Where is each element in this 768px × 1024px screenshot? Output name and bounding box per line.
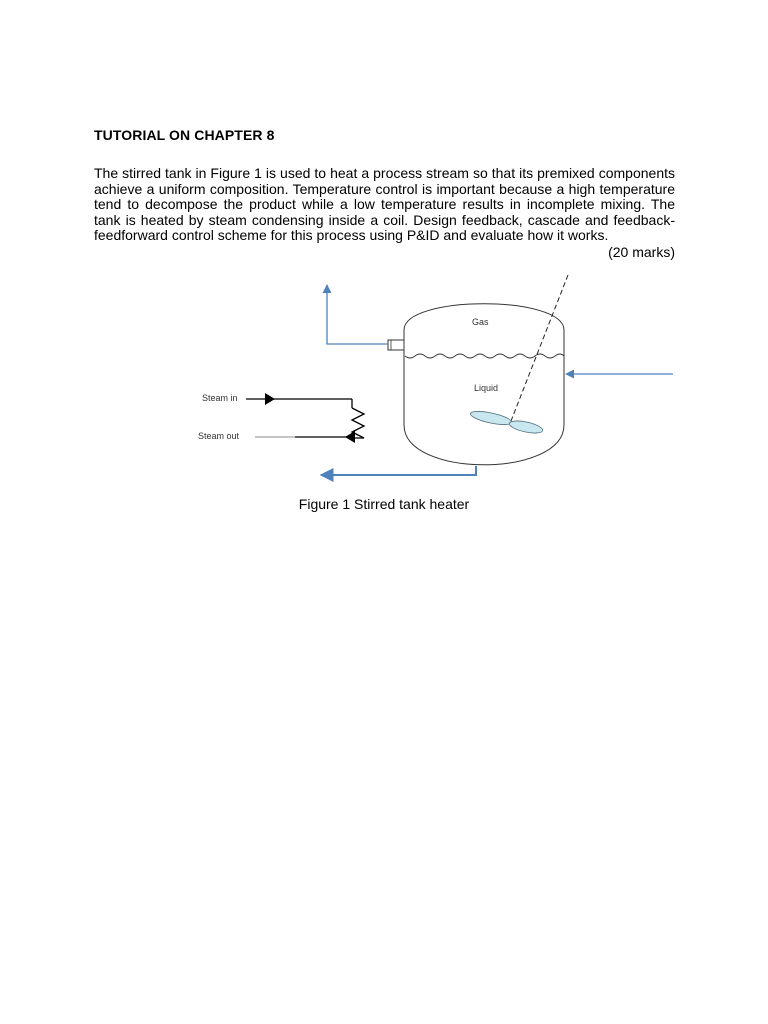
gas-outlet-nozzle bbox=[388, 340, 404, 350]
steam-out-arrow-icon bbox=[345, 431, 355, 443]
problem-statement: The stirred tank in Figure 1 is used to heat a process stream so that its premixed components achieve a uniform composition. Temperature control is important because a high temperature tend to decompose the product while a low temperature results in incomplete mixing. The tank is heated by steam condensing inside a coil. Design feedback, cascade and feedback-feedforward control scheme for this process using P&ID and evaluate how it works. bbox=[94, 165, 675, 244]
liquid-level-line bbox=[405, 354, 564, 358]
impeller-icon bbox=[469, 409, 543, 436]
marks-label: (20 marks) bbox=[608, 244, 675, 260]
steam-out-label: Steam out bbox=[198, 431, 240, 441]
product-outlet-line bbox=[321, 466, 476, 475]
steam-in-arrow-icon bbox=[265, 393, 275, 405]
stirred-tank-diagram bbox=[0, 265, 768, 490]
steam-in-label: Steam in bbox=[202, 393, 238, 403]
gas-label: Gas bbox=[472, 317, 489, 327]
figure-caption: Figure 1 Stirred tank heater bbox=[298, 496, 470, 512]
liquid-label: Liquid bbox=[474, 383, 499, 393]
agitator-shaft bbox=[511, 275, 568, 421]
page-title: TUTORIAL ON CHAPTER 8 bbox=[94, 127, 275, 143]
gas-outlet-line bbox=[327, 285, 388, 344]
